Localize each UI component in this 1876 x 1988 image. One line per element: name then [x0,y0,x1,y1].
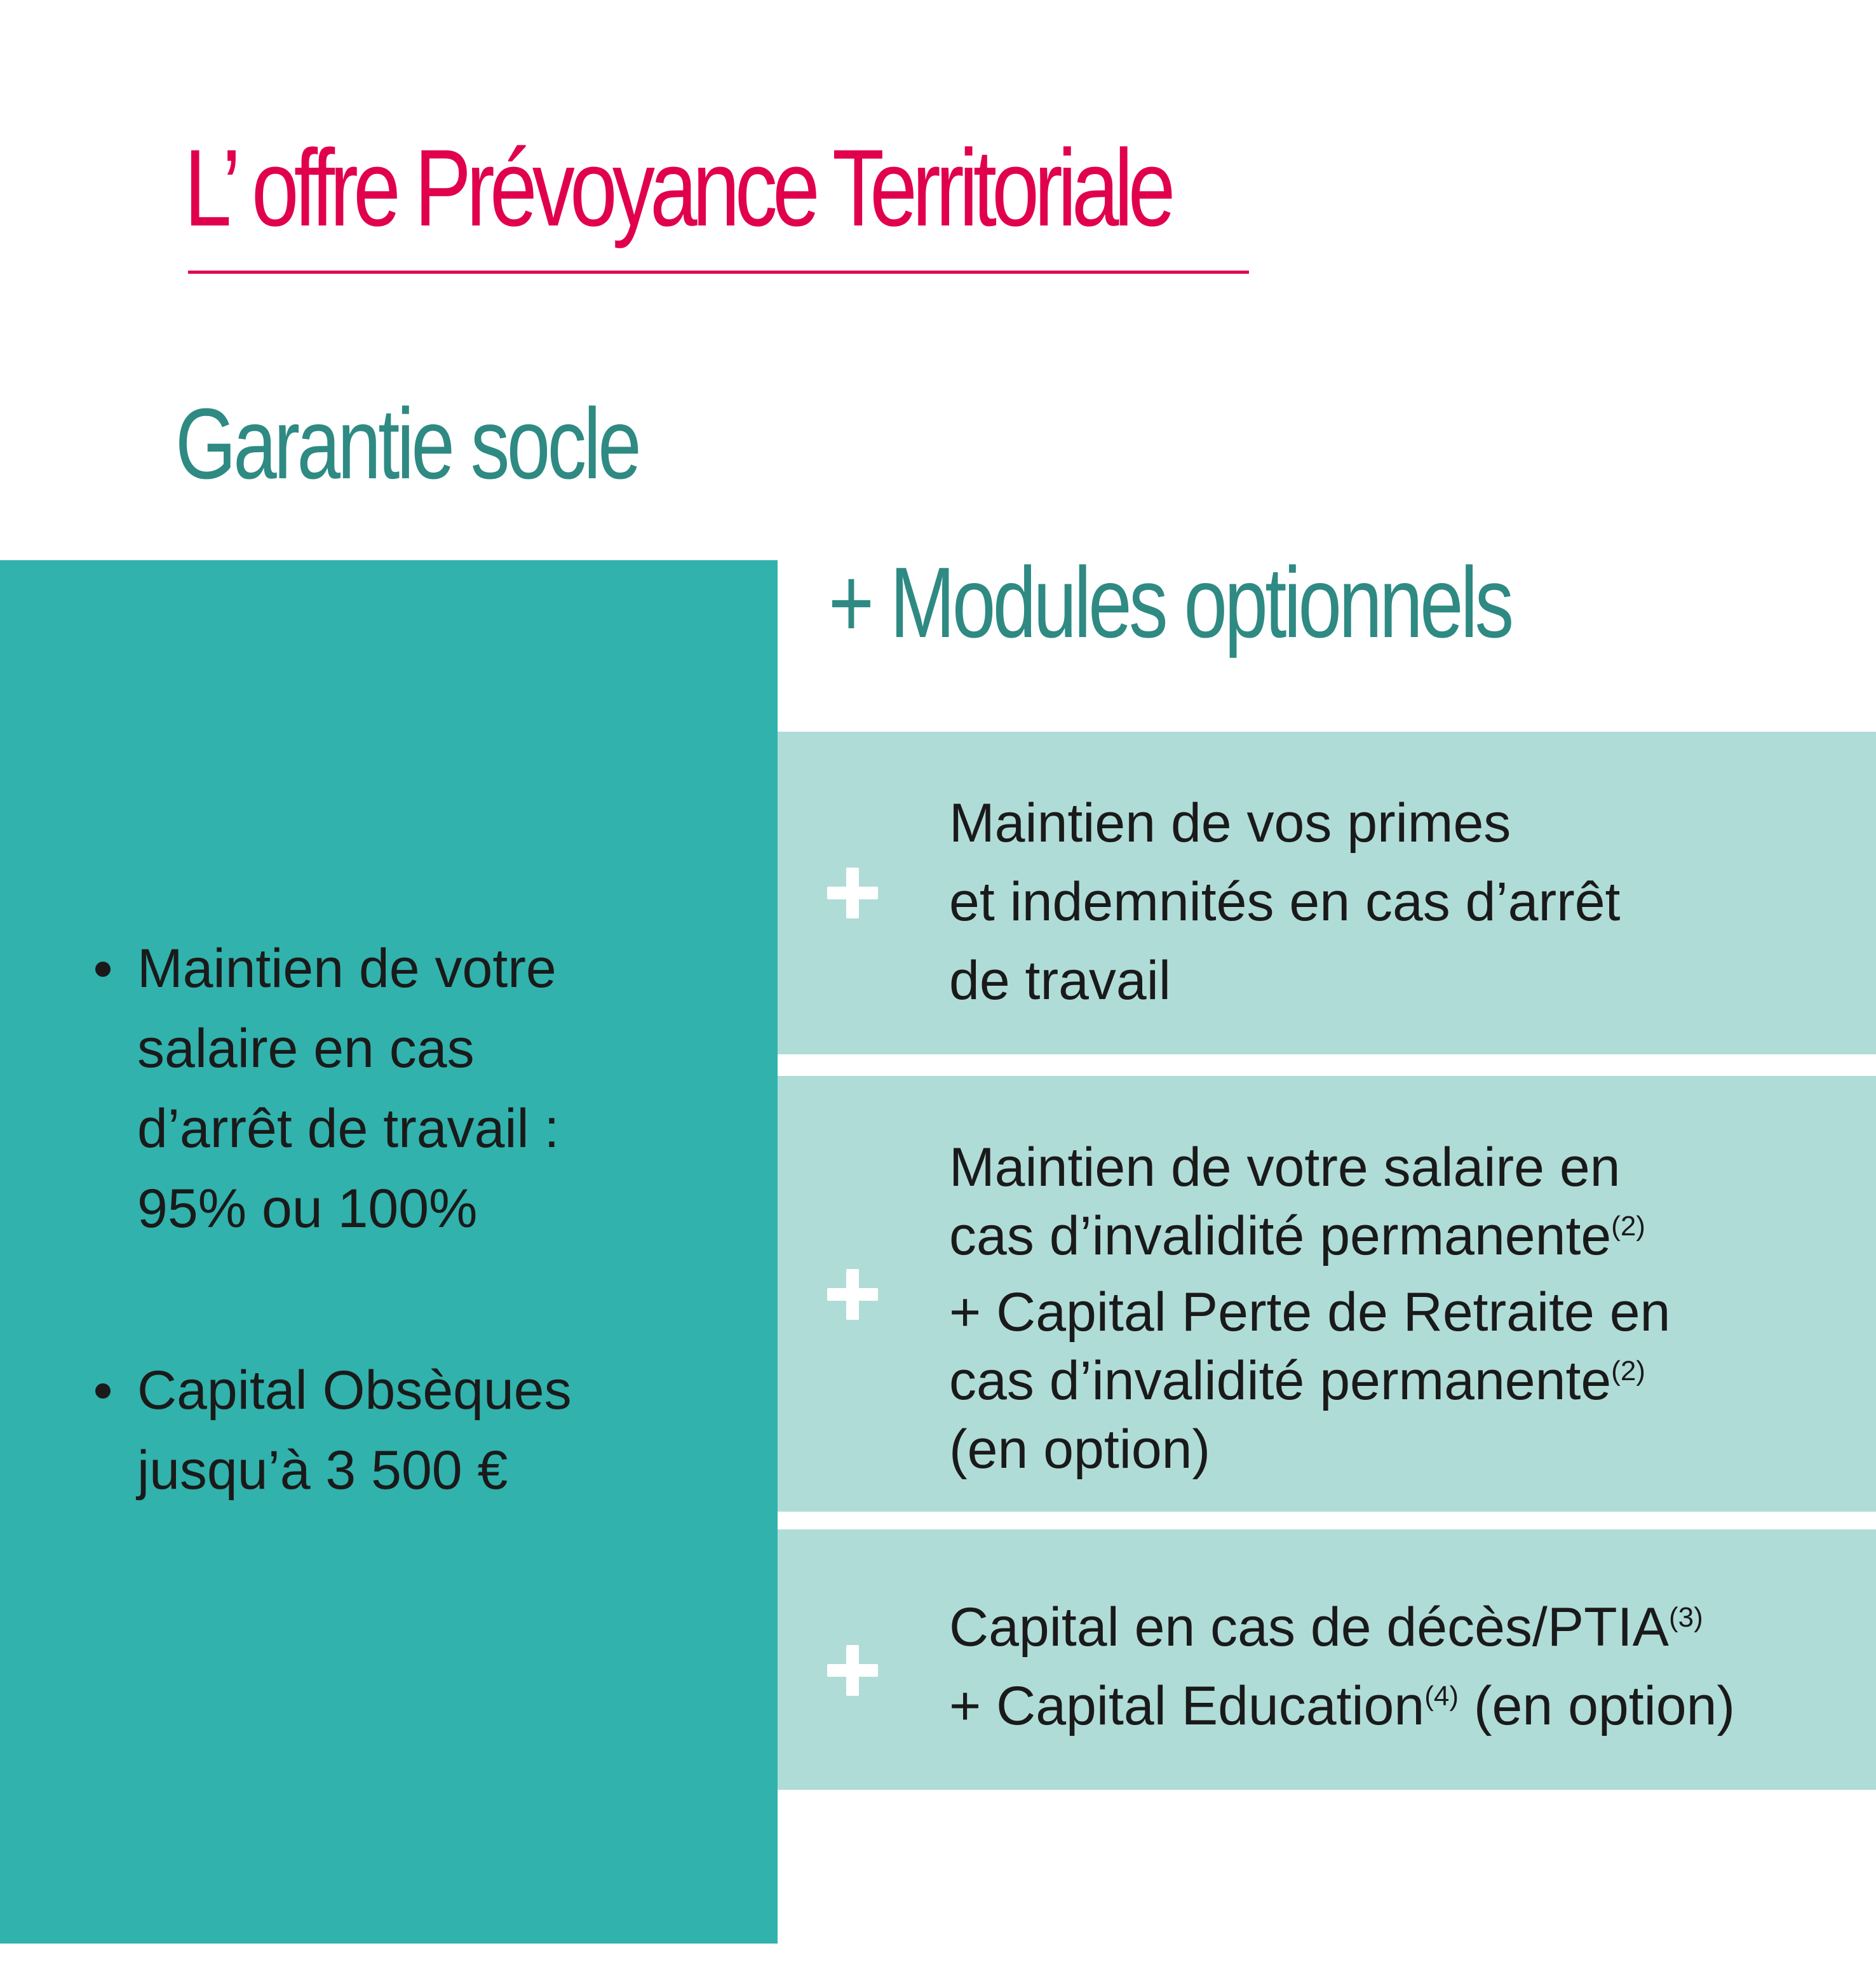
module-line [949,1588,1851,1667]
module-line [949,1667,1851,1745]
socle-item-line: Maintien de votre [137,938,557,999]
plus-icon [827,1645,878,1696]
socle-heading: Garantie socle [175,388,639,500]
title-underline [188,271,1249,274]
socle-panel [0,560,778,1944]
socle-item-line: 95% ou 100% [137,1178,478,1239]
module-line-text: (en option) [1459,1676,1736,1736]
footnote-ref: (4) [1424,1681,1459,1712]
module-card-invalidity [778,1076,1876,1512]
module-line [949,1347,1851,1415]
bullet-icon [95,1383,111,1399]
footnote-ref: (3) [1668,1602,1703,1633]
module-line-text: + Capital Education [949,1676,1425,1736]
socle-list [83,929,756,1612]
module-line-text: cas d’invalidité permanente [949,1350,1612,1411]
module-line: Maintien de votre salaire en [949,1137,1621,1198]
modules-heading: + Modules optionnels [828,547,1511,659]
module-line-text: Capital en cas de décès/PTIA [949,1597,1669,1658]
plus-icon [827,868,878,918]
module-line: Maintien de vos primes [949,793,1511,854]
footnote-ref: (2) [1611,1355,1645,1387]
socle-item-line: jusqu’à 3 500 € [137,1440,508,1501]
socle-item-line: salaire en cas [137,1018,475,1079]
module-card-death-capital [778,1529,1876,1790]
module-line: et indemnités en cas d’arrêt [949,871,1621,932]
page-title: L’ offre Prévoyance Territoriale [184,127,1171,249]
module-line [949,1202,1851,1270]
bullet-icon [95,962,111,977]
plus-icon [827,1269,878,1320]
module-line-text: cas d’invalidité permanente [949,1206,1612,1266]
module-card-primes [778,732,1876,1054]
module-line: (en option) [949,1419,1211,1480]
footnote-ref: (2) [1611,1211,1645,1242]
socle-item-line: Capital Obsèques [137,1360,572,1421]
module-text [949,1133,1851,1484]
module-line: + Capital Perte de Retraite en [949,1282,1671,1343]
module-line: de travail [949,950,1171,1011]
socle-item-funeral-capital [83,1350,756,1510]
module-text [949,784,1851,1020]
socle-item-line: d’arrêt de travail : [137,1098,560,1159]
module-text [949,1588,1851,1745]
socle-item-salary [83,929,756,1249]
